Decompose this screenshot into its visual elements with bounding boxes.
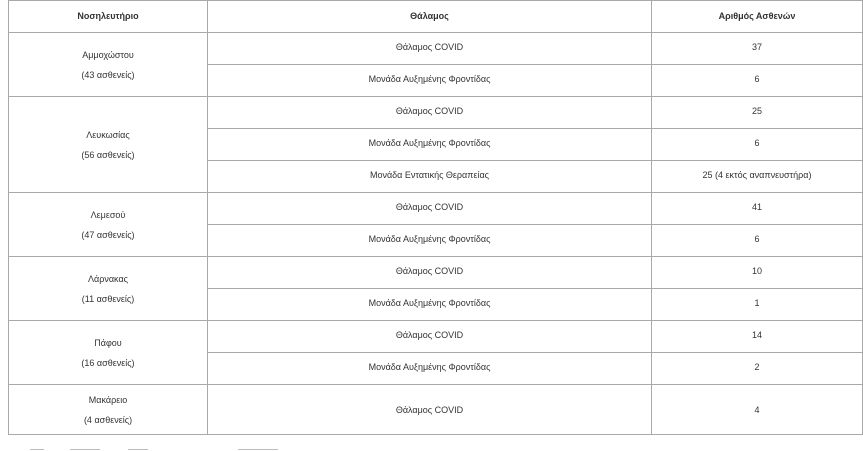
header-ward: Θάλαμος: [208, 1, 652, 33]
count-cell: 6: [652, 129, 863, 161]
hospital-name: Πάφου: [94, 337, 122, 348]
ward-cell: Θάλαμος COVID: [208, 385, 652, 435]
count-cell: 25 (4 εκτός αναπνευστήρα): [652, 161, 863, 193]
hospital-total: (47 ασθενείς): [81, 229, 135, 240]
ward-cell: Μονάδα Αυξημένης Φροντίδας: [208, 65, 652, 97]
header-row: [9, 1, 863, 33]
hospital-total: (16 ασθενείς): [81, 357, 135, 368]
hospital-cell: [9, 97, 208, 193]
table-row: [9, 193, 863, 225]
count-cell: 37: [652, 33, 863, 65]
table-row: [9, 33, 863, 65]
hospital-cell: [9, 257, 208, 321]
hospital-total: (56 ασθενείς): [81, 149, 135, 160]
count-cell: 6: [652, 225, 863, 257]
hospital-cell: [9, 33, 208, 97]
ward-cell: Μονάδα Εντατικής Θεραπείας: [208, 161, 652, 193]
hospital-name: Αμμοχώστου: [82, 49, 134, 60]
hospital-total: (43 ασθενείς): [81, 69, 135, 80]
hospital-name: Μακάρειο: [88, 394, 128, 405]
ward-cell: Μονάδα Αυξημένης Φροντίδας: [208, 225, 652, 257]
hospital-total: (4 ασθενείς): [83, 414, 133, 425]
ward-cell: Θάλαμος COVID: [208, 321, 652, 353]
ward-cell: Θάλαμος COVID: [208, 97, 652, 129]
ward-cell: Μονάδα Αυξημένης Φροντίδας: [208, 289, 652, 321]
table-row: [9, 321, 863, 353]
count-cell: 41: [652, 193, 863, 225]
count-cell: 2: [652, 353, 863, 385]
table-body: [9, 33, 863, 435]
ward-cell: Θάλαμος COVID: [208, 193, 652, 225]
hospital-name: Λευκωσίας: [86, 129, 130, 140]
header-patients: Αριθμός Ασθενών: [652, 1, 863, 33]
header-hospital: Νοσηλευτήριο: [9, 1, 208, 33]
hospital-name: Λάρνακας: [88, 273, 128, 284]
count-cell: 6: [652, 65, 863, 97]
table-row: [9, 385, 863, 435]
count-cell: 25: [652, 97, 863, 129]
hospital-cell: [9, 321, 208, 385]
ward-cell: Θάλαμος COVID: [208, 33, 652, 65]
table-row: [9, 97, 863, 129]
hospital-name: Λεμεσού: [90, 209, 126, 220]
patients-table: [8, 0, 863, 435]
ward-cell: Μονάδα Αυξημένης Φροντίδας: [208, 129, 652, 161]
hospital-cell: [9, 193, 208, 257]
table-row: [9, 257, 863, 289]
count-cell: 1: [652, 289, 863, 321]
hospital-total: (11 ασθενείς): [81, 293, 135, 304]
hospital-cell: [9, 385, 208, 435]
cut-off-text-fragment: [30, 449, 44, 450]
ward-cell: Μονάδα Αυξημένης Φροντίδας: [208, 353, 652, 385]
cut-off-text-fragment: [70, 449, 100, 450]
cut-off-text-fragment: [238, 449, 278, 450]
count-cell: 4: [652, 385, 863, 435]
ward-cell: Θάλαμος COVID: [208, 257, 652, 289]
cut-off-text-fragment: [128, 449, 148, 450]
count-cell: 10: [652, 257, 863, 289]
count-cell: 14: [652, 321, 863, 353]
